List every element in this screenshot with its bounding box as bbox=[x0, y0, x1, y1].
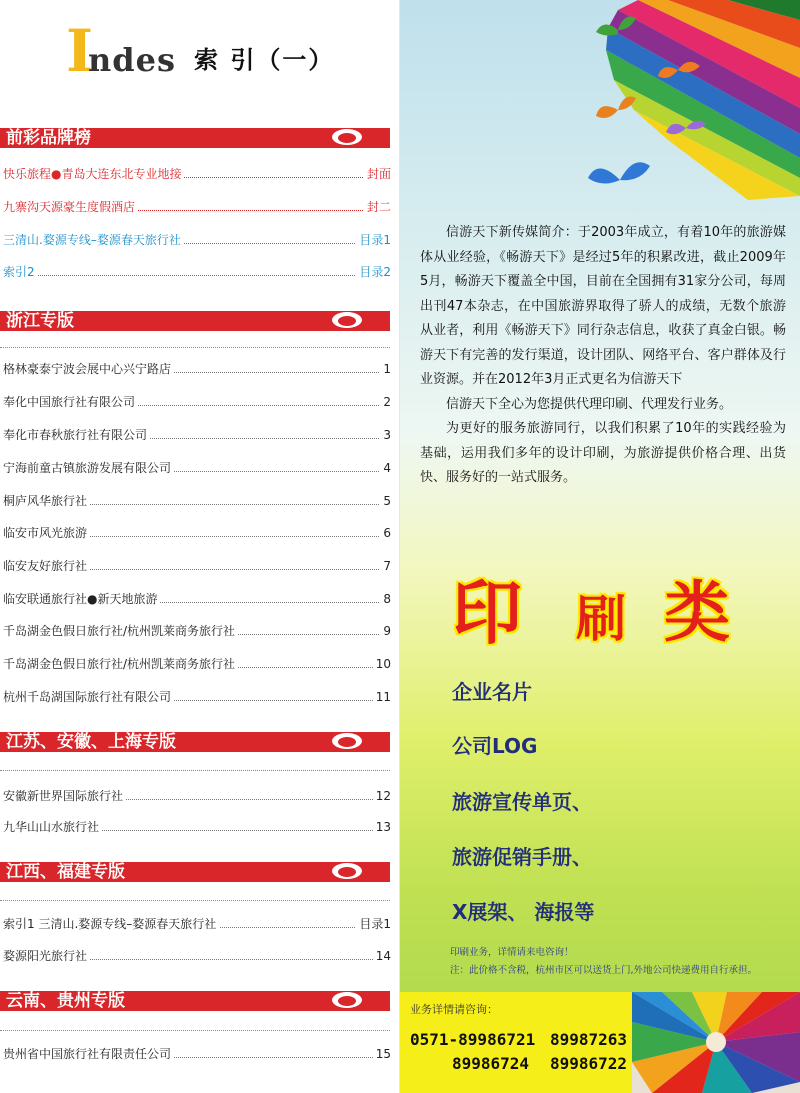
index-entry[interactable] bbox=[3, 360, 391, 378]
leader-dots bbox=[3, 275, 391, 276]
entry-page: 目录2 bbox=[356, 263, 391, 281]
index-entry[interactable] bbox=[3, 263, 391, 281]
entry-name: 桐庐风华旅行社 bbox=[3, 492, 90, 510]
entry-page: 封二 bbox=[364, 198, 391, 216]
index-entry[interactable] bbox=[3, 165, 391, 183]
index-entry[interactable] bbox=[3, 459, 391, 477]
print-heading-char: 刷 bbox=[576, 590, 626, 648]
phone-number[interactable]: 89986724 bbox=[452, 1054, 530, 1073]
entry-page: 15 bbox=[373, 1045, 391, 1063]
entry-page: 6 bbox=[380, 524, 391, 542]
badge-dot-icon bbox=[338, 737, 356, 747]
price-note: 注：此价格不含税，杭州市区可以送货上门,外地公司快递费用自行承担。 bbox=[450, 965, 758, 976]
entry-page: 封面 bbox=[364, 165, 391, 183]
contact-label: 业务详情请咨询： bbox=[410, 1003, 498, 1016]
section-title: 江西、福建专版 bbox=[6, 862, 125, 882]
index-entry[interactable] bbox=[3, 688, 391, 706]
color-fan-butterflies-icon bbox=[578, 0, 800, 200]
index-entry[interactable] bbox=[3, 198, 391, 216]
entry-page: 目录1 bbox=[356, 915, 391, 933]
entry-name: 贵州省中国旅行社有限责任公司 bbox=[3, 1045, 174, 1063]
entry-name: 杭州千岛湖国际旅行社有限公司 bbox=[3, 688, 174, 706]
entry-name: 九华山山水旅行社 bbox=[3, 818, 102, 836]
intro-paragraph: 信游天下全心为您提供代理印刷、代理发行业务。 bbox=[446, 396, 733, 412]
entry-page: 1 bbox=[380, 360, 391, 378]
section-header bbox=[0, 862, 390, 882]
entry-page: 4 bbox=[380, 459, 391, 477]
entry-page: 7 bbox=[380, 557, 391, 575]
section-title: 云南、贵州专版 bbox=[6, 991, 125, 1011]
intro-paragraph: 为更好的服务旅游同行，以我们积累了10年的实践经验为基础，运用我们多年的设计印刷，为旅游提供价格合理、出货快、服务好的一站式服务。 bbox=[420, 421, 786, 485]
print-heading-char: 类 bbox=[664, 574, 730, 651]
entry-name: 宁海前童古镇旅游发展有限公司 bbox=[3, 459, 174, 477]
print-heading-char: 印 bbox=[452, 572, 522, 654]
badge-dot-icon bbox=[338, 133, 356, 143]
section-header bbox=[0, 311, 390, 331]
section-title: 前彩品牌榜 bbox=[6, 128, 91, 148]
section-title: 江苏、安徽、上海专版 bbox=[6, 732, 176, 752]
section-header bbox=[0, 732, 390, 752]
entry-page: 11 bbox=[373, 688, 391, 706]
index-entry[interactable] bbox=[3, 947, 391, 965]
badge-dot-icon bbox=[338, 316, 356, 326]
entry-name: 快乐旅程●青岛大连东北专业地接 bbox=[3, 165, 184, 183]
service-item: 企业名片 bbox=[452, 680, 532, 704]
entry-name: 临安市风光旅游 bbox=[3, 524, 90, 542]
entry-page: 2 bbox=[380, 393, 391, 411]
index-entry[interactable] bbox=[3, 915, 391, 933]
index-entry[interactable] bbox=[3, 557, 391, 575]
phone-number[interactable]: 0571-89986721 bbox=[410, 1030, 536, 1049]
service-item: 旅游宣传单页、 bbox=[452, 790, 592, 814]
company-intro bbox=[420, 221, 786, 491]
entry-page: 12 bbox=[373, 787, 391, 805]
entry-name: 奉化市春秋旅行社有限公司 bbox=[3, 426, 150, 444]
phone-number[interactable]: 89987263 bbox=[550, 1030, 628, 1049]
entry-name: 千岛湖金色假日旅行社/杭州凯莱商务旅行社 bbox=[3, 655, 238, 673]
print-heading bbox=[452, 573, 752, 653]
entry-name: 格林豪泰宁波会展中心兴宁路店 bbox=[3, 360, 174, 378]
section-rule bbox=[0, 347, 390, 348]
entry-name: 安徽新世界国际旅行社 bbox=[3, 787, 126, 805]
entry-page: 3 bbox=[380, 426, 391, 444]
service-item: 旅游促销手册、 bbox=[452, 845, 592, 869]
title-word: ndes bbox=[88, 41, 177, 79]
contact-box bbox=[400, 992, 632, 1093]
badge-dot-icon bbox=[338, 996, 356, 1006]
index-entry[interactable] bbox=[3, 590, 391, 608]
section-header bbox=[0, 991, 390, 1011]
index-entry[interactable] bbox=[3, 524, 391, 542]
title-chinese: 索 引（一） bbox=[194, 46, 335, 74]
print-note: 印刷业务，详情请来电咨询！ bbox=[450, 947, 574, 958]
entry-page: 10 bbox=[373, 655, 391, 673]
section-rule bbox=[0, 770, 390, 771]
index-entry[interactable] bbox=[3, 1045, 391, 1063]
section-rule bbox=[0, 1030, 390, 1031]
entry-name: 索引1 三清山.婺源专线–婺源春天旅行社 bbox=[3, 915, 219, 933]
entry-page: 8 bbox=[380, 590, 391, 608]
colored-pencils-icon bbox=[632, 992, 800, 1093]
entry-name: 三清山.婺源专线–婺源春天旅行社 bbox=[3, 231, 184, 249]
badge-dot-icon bbox=[338, 867, 356, 877]
index-entry[interactable] bbox=[3, 231, 391, 249]
entry-page: 目录1 bbox=[356, 231, 391, 249]
index-entry[interactable] bbox=[3, 787, 391, 805]
entry-page: 9 bbox=[380, 622, 391, 640]
service-item: 公司LOG bbox=[452, 734, 538, 758]
service-item: X展架、 海报等 bbox=[452, 900, 595, 924]
phone-number[interactable]: 89986722 bbox=[550, 1054, 628, 1073]
entry-name: 千岛湖金色假日旅行社/杭州凯莱商务旅行社 bbox=[3, 622, 238, 640]
entry-name: 临安友好旅行社 bbox=[3, 557, 90, 575]
entry-name: 索引2 bbox=[3, 263, 38, 281]
index-entry[interactable] bbox=[3, 426, 391, 444]
index-entry[interactable] bbox=[3, 393, 391, 411]
entry-name: 奉化中国旅行社有限公司 bbox=[3, 393, 138, 411]
intro-paragraph: 信游天下新传媒简介：于2003年成立，有着10年的旅游媒体从业经验，《畅游天下》是经过5年的积累改进，截止2009年5月，畅游天下覆盖全中国，目前在全国拥有31家分公司，每周出刊47本杂志，在中国旅游界取得了骄人的成绩，无数个旅游从业者，利用《畅游天下》同行杂志信息，收获了真金白银。畅游天下有完善的发行渠道，设计团队、网络平台、客户群体及行业资源。并在2012年3月正式更名为信游天下 bbox=[420, 225, 786, 387]
entry-name: 婺源阳光旅行社 bbox=[3, 947, 90, 965]
entry-page: 5 bbox=[380, 492, 391, 510]
promo-panel bbox=[400, 0, 800, 1093]
index-entry[interactable] bbox=[3, 622, 391, 640]
entry-page: 13 bbox=[373, 818, 391, 836]
index-entry[interactable] bbox=[3, 818, 391, 836]
index-entry[interactable] bbox=[3, 655, 391, 673]
entry-page: 14 bbox=[373, 947, 391, 965]
index-entry[interactable] bbox=[3, 492, 391, 510]
section-rule bbox=[0, 900, 390, 901]
entry-name: 九寨沟天源豪生度假酒店 bbox=[3, 198, 138, 216]
section-title: 浙江专版 bbox=[6, 311, 74, 331]
section-header bbox=[0, 128, 390, 148]
title-initial: I bbox=[66, 17, 94, 85]
entry-name: 临安联通旅行社●新天地旅游 bbox=[3, 590, 160, 608]
